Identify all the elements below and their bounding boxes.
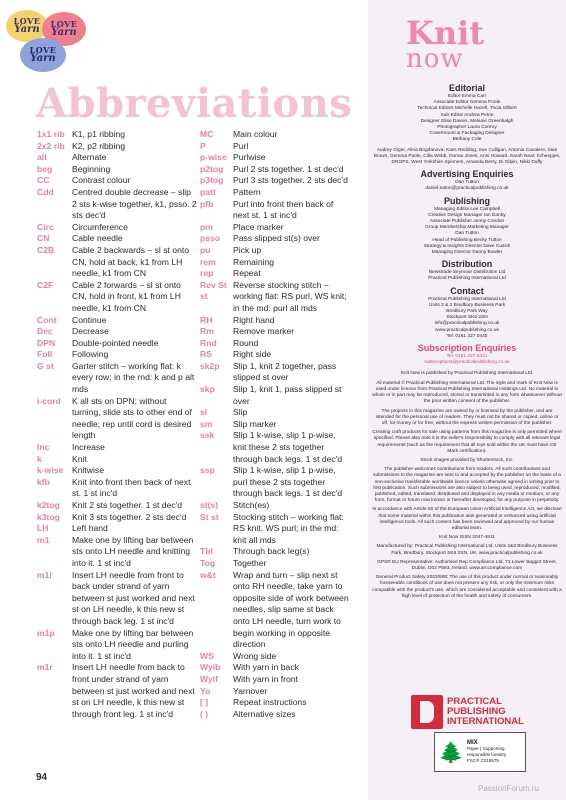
abbreviation-entry <box>200 570 350 651</box>
abbreviation-definition: K2, p2 ribbing <box>72 140 126 151</box>
abbreviation-definition: Decrease <box>72 326 109 337</box>
abbreviation-definition: Round <box>233 337 259 348</box>
abbreviation-term: ( ) <box>200 708 209 719</box>
abbreviation-term: Rm <box>200 326 214 337</box>
publisher-logo-mark <box>411 695 443 729</box>
contact-line: info@practicalpublishing.co.uk <box>434 321 500 327</box>
abbreviation-term: G st <box>37 360 54 371</box>
practical-publishing-logo <box>411 695 524 729</box>
abbreviation-term: pfb <box>200 198 214 209</box>
abbreviation-definition: Right hand <box>233 314 275 325</box>
badge-line1: LOVE <box>50 19 78 29</box>
abbreviation-entry <box>200 141 350 153</box>
abbreviation-term: LH <box>37 523 49 534</box>
abbreviation-term: k-wise <box>37 465 64 476</box>
publishing-line: Creative Design Manager Ian Danby <box>428 212 506 218</box>
fsc-code: FSC® C018575 <box>467 758 499 763</box>
abbreviation-definition: Purl <box>233 140 249 151</box>
abbreviation-definition: Wrap and turn – slip next st onto RH needle, take yarn to opposite side of work between needles, slip same st back onto LH needle, turn work to begin working in opposite direction <box>233 569 349 650</box>
abbreviation-definition: Place marker <box>233 221 284 232</box>
abbreviation-definition: Make one by lifting bar between sts onto LH needle and knitting into it. 1 st inc'd <box>72 534 194 568</box>
abbreviation-term: sm <box>200 418 213 429</box>
credits-block <box>372 80 562 603</box>
abbreviation-definition: Slip 1, knit 2 together, pass slipped st over <box>233 360 337 383</box>
legal-text <box>372 381 562 600</box>
abbreviation-term: p2tog <box>200 163 224 174</box>
abbreviation-definition: Slip 1, knit 1, pass slipped st over <box>233 384 342 406</box>
abbreviation-term: w&t <box>200 569 216 580</box>
abbreviation-entry <box>37 222 197 234</box>
contact-line: www.practicalpublishing.co.uk <box>435 327 499 333</box>
abbreviation-entry <box>200 500 350 512</box>
page-number: 94 <box>36 772 48 783</box>
abbreviation-definition: Together <box>233 557 267 568</box>
abbreviation-term: kfb <box>37 476 50 487</box>
publishing-line: Group Membership Marketing Manager <box>425 225 509 231</box>
fsc-line2: responsible forestry <box>467 752 507 757</box>
abbreviation-term: patt <box>200 186 216 197</box>
abbreviation-term: pm <box>200 221 213 232</box>
abbreviation-entry <box>37 662 197 720</box>
abbreviation-entry <box>37 500 197 512</box>
abbreviation-definition: Knitwise <box>72 465 104 476</box>
abbreviation-term: Cont <box>37 314 57 325</box>
abbreviation-term: Wyif <box>200 673 218 684</box>
abbreviation-term: Foll <box>37 349 53 360</box>
abbreviation-entry <box>200 709 350 721</box>
abbreviation-definition: Double-pointed needle <box>72 337 159 348</box>
subscription-line: Tel: 0161 327 0441 <box>446 354 488 360</box>
abbreviation-term: m1 <box>37 534 50 545</box>
publishing-line: Dan Tutton <box>455 231 479 237</box>
abbreviation-entry <box>37 129 197 141</box>
abbreviation-definition: Centred double decrease – slip 2 sts k-wise together, k1, psso. 2 sts dec'd <box>72 186 197 221</box>
subscription-heading: Subscription Enquiries <box>417 343 517 354</box>
contributors: Audrey Giger, Alina Bogdanova, Kass Redding, Sue Culligan, Antonia Cavalere, Sian Brown, Gemma Poole, Cilla Webb, Donna Jones, Anni Howard, Sarah Neal, Scheepjes, DROPS, West Yorkshire Spinners, Amanda Berry, Di Gilpin, Nikki Duffy <box>373 147 561 166</box>
abbreviation-entry <box>200 257 350 269</box>
abbreviation-term: C2F <box>37 279 54 290</box>
contact-line: Practical Publishing International Ltd <box>428 296 506 302</box>
abbreviation-term: sk2p <box>200 360 220 371</box>
publishing-line: Managing Director Danny Bowler <box>431 250 503 256</box>
editorial-role-line: Editor Emma Carr <box>447 94 487 99</box>
abbreviation-term: m1p <box>37 627 55 638</box>
abbreviation-entry <box>37 465 197 477</box>
abbreviation-term: Rnd <box>200 337 217 348</box>
abbreviation-definition: Increase <box>72 442 105 453</box>
abbreviation-term: beg <box>37 163 53 174</box>
knit-now-logo <box>406 14 485 74</box>
publishing-lines <box>372 207 562 257</box>
abbreviation-entry <box>37 628 197 663</box>
abbreviation-term: Dec <box>37 326 53 337</box>
abbreviation-definition: Main colour <box>233 129 278 139</box>
abbreviation-definition: Circumference <box>72 221 128 232</box>
abbreviation-entry <box>200 546 350 558</box>
abbreviation-definition: Cable 2 backwards – sl st onto CN, hold at back, k1 from LH needle, k1 from CN <box>72 244 190 279</box>
contact-lines <box>372 297 562 340</box>
abbreviation-term: RH <box>200 314 213 325</box>
editorial-heading: Editorial <box>448 83 485 93</box>
abbreviation-entry <box>200 245 350 257</box>
abbreviation-definition: Purl 3 sts together. 2 sts dec'd <box>233 175 348 186</box>
abbreviation-entry <box>200 164 350 176</box>
fsc-line1: Paper | Supporting <box>467 746 505 751</box>
abbreviation-definition: Pass slipped st(s) over <box>233 233 320 244</box>
abbreviation-definition: Repeat instructions <box>233 697 307 708</box>
abbreviation-term: P <box>200 140 206 151</box>
abbreviation-definition: Purl into front then back of next st. 1 st inc'd <box>233 198 334 221</box>
fsc-certification-label <box>434 732 526 772</box>
logo-knit: Knit <box>406 14 485 52</box>
abbreviation-term: St st <box>200 511 219 522</box>
abbreviation-term: ssp <box>200 465 215 476</box>
abbreviation-definition: Left hand <box>72 523 108 534</box>
abbreviation-term: RS <box>200 349 212 360</box>
advertising-heading: Advertising Enquiries <box>420 169 514 180</box>
publishing-heading: Publishing <box>444 195 490 206</box>
abbreviation-entry <box>200 651 350 663</box>
badge-line2: Yarn <box>51 27 77 38</box>
legal-paragraph: Knit Now ISSN 2047-4911 <box>439 535 495 541</box>
abbreviation-entry <box>200 338 350 350</box>
abbreviation-term: Tog <box>200 557 216 568</box>
abbreviation-entry <box>200 326 350 338</box>
abbreviation-term: k2tog <box>37 500 60 510</box>
abbreviation-entry <box>200 697 350 709</box>
abbreviation-entry <box>37 523 197 535</box>
abbreviation-term: k <box>37 453 42 464</box>
abbreviation-term: Wyib <box>200 662 221 673</box>
abbreviation-definition: Cable 2 forwards – sl st onto CN, hold in front, k1 from LH needle, k1 from CN <box>72 279 181 313</box>
abbreviation-entry <box>200 686 350 698</box>
abbreviation-term: Tbl <box>200 546 213 557</box>
advertising-line: Dan Tutton <box>455 180 479 186</box>
abbreviation-entry <box>200 361 350 384</box>
abbreviation-entry <box>200 129 350 141</box>
abbreviation-term: sl <box>200 407 208 418</box>
abbreviation-entry <box>200 187 350 199</box>
abbreviation-entry <box>200 199 350 222</box>
abbreviation-definition: Yarnover <box>233 685 268 696</box>
publishing-line: Strategy & Insights Director Dave Cusick <box>423 243 511 249</box>
abbreviation-definition: Beginning <box>72 163 111 174</box>
abbreviation-entry <box>200 280 350 315</box>
abbreviation-term: MC <box>200 129 214 139</box>
abbreviation-term: p-wise <box>200 152 227 163</box>
abbreviation-definition: Knit <box>72 453 87 464</box>
abbreviation-definition: Remaining <box>233 256 275 267</box>
abbreviation-definition: Right side <box>233 349 272 360</box>
abbreviation-definition: With yarn in front <box>233 673 298 684</box>
abbreviation-definition: Stitch(es) <box>233 500 270 510</box>
abbreviation-term: st(s) <box>200 500 219 510</box>
legal-paragraph: The projects in this magazine are owned by or licensed by the publisher, and are intended for the personal use of readers. They must not be shared or copied, online or off, for money or for free, without the express written permission of the publisher. <box>375 408 559 426</box>
abbreviation-definition: Knit 2 sts together. 1 st dec'd <box>72 500 183 510</box>
advertising-line: daniel.tutton@practicalpublishing.co.uk <box>425 186 509 192</box>
editorial-role-line: Associate Editor Gemma Poole <box>433 100 501 106</box>
publisher-logo-line1: PRACTICAL <box>447 696 502 707</box>
abbreviation-term: m1r <box>37 662 53 673</box>
abbreviation-entry <box>37 187 197 222</box>
abbreviation-entry <box>200 430 350 465</box>
abbreviation-term: alt <box>37 152 48 163</box>
legal-paragraph: In accordance with Article 50 of the European Union Artificial Intelligence Act, we disclose that some material within this publication was generated or enhanced using artificial intelligence tools. All such content has been reviewed and approved by our human editorial team. <box>372 507 562 531</box>
abbreviation-term: C2B <box>37 244 55 255</box>
publisher-logo-text <box>447 697 524 727</box>
abbreviation-definition: With yarn in back <box>233 662 299 673</box>
distribution-line: Practical Publishing International Ltd <box>428 276 506 282</box>
abbreviation-entry <box>37 570 197 628</box>
abbreviation-term: CC <box>37 175 50 186</box>
abbreviation-definition: Continue <box>72 314 107 325</box>
abbreviation-entry <box>200 674 350 686</box>
abbreviation-term: k3tog <box>37 511 60 522</box>
abbreviation-entry <box>200 233 350 245</box>
legal-paragraph: All material © Practical Publishing International Ltd. The style and mark of Knit Now is used under licence from Practical Publishing International Holdings Ltd. No material in whole or in part may be reproduced, stored or transmitted in any form whatsoever without the prior written consent of the publisher. <box>372 380 562 405</box>
abbreviation-definition: Pick up <box>233 244 262 255</box>
abbreviation-term: Circ <box>37 221 54 232</box>
abbreviation-term: m1l <box>37 569 52 580</box>
legal-paragraph: The publisher welcomes contributions from readers. All such contributions and submissions to the magazine are sent to and accepted by the publisher on the basis of a non-exclusive transferable worldwide licence unless otherwise agreed in writing prior to first publication. Such submissions are also subject to being used, reproduced, modified, published, edited, translated, distributed and displayed in any media or medium, or any form, format or forum now known or hereafter developed, for any purpose in perpetuity. <box>373 467 561 504</box>
abbreviation-entry <box>37 152 197 164</box>
distribution-line: Newstrade Seymour Distribution Ltd <box>428 270 506 276</box>
abbreviation-definition: Reverse stocking stitch – working flat: RS purl, WS knit; in the md: purl all mds <box>233 279 347 313</box>
abbreviation-entry <box>37 245 197 280</box>
abbreviations-middle-column <box>200 129 350 720</box>
badge-line2: Yarn <box>30 53 56 64</box>
abbreviation-entry <box>200 407 350 419</box>
abbreviation-entry <box>37 535 197 570</box>
abbreviation-definition: Slip 1 k-wise, slip 1 p-wise, purl these 2 sts together through back legs. 1 st dec'd <box>233 465 343 499</box>
abbreviation-definition: Alternative sizes <box>233 708 296 719</box>
abbreviation-definition: Slip <box>233 407 248 418</box>
abbreviation-term: ssk <box>200 430 215 441</box>
legal-paragraph: Stock images provided by Shutterstock, Inc. <box>420 457 514 463</box>
publishing-line: Associate Publisher Jenny Condon <box>429 219 505 225</box>
abbreviation-entry <box>200 152 350 164</box>
advertising-lines <box>372 180 562 192</box>
logo-now: now <box>406 44 464 74</box>
contact-heading: Contact <box>450 285 484 296</box>
legal-paragraph: Creating craft products for sale using patterns from this magazine is only permitted where specified. Please also note it is the seller's responsibility to comply with all relevant legal requirements (such as the requirement that all toys sold within the UK must have CE Mark certification). <box>372 430 562 454</box>
fsc-title: MIX <box>467 740 478 746</box>
publishing-line: Head of Publishing Becky Tutton <box>432 237 502 243</box>
abbreviation-definition: Garter stitch – working flat: k every row; in the rnd: k and p alt mds <box>72 360 195 395</box>
abbreviation-term: [ ] <box>200 697 209 708</box>
publisher-logo-line2: PUBLISHING <box>447 706 506 717</box>
abbreviation-entry <box>37 233 197 245</box>
publishing-line: Managing Editor Lee Campbell <box>434 206 500 212</box>
abbreviation-definition: K all sts on DPN; without turning, slide sts to other end of needle; rep until cord is desired length <box>72 395 192 441</box>
editorial-roles <box>372 94 562 144</box>
abbreviation-entry <box>200 465 350 500</box>
abbreviation-term: DPN <box>37 337 56 348</box>
abbreviation-term: i-cord <box>37 395 61 406</box>
abbreviation-entry <box>200 558 350 570</box>
abbreviation-definition: Cable needle <box>72 233 123 244</box>
abbreviation-entry <box>200 512 350 547</box>
abbreviation-entry <box>200 384 350 407</box>
contact-line: Stockport SK6 2SN <box>446 315 488 321</box>
subscription-line: subscriptions@practicalpublishing.co.uk <box>424 360 510 366</box>
abbreviation-entry <box>37 280 197 315</box>
abbreviation-entry <box>200 419 350 431</box>
legal-paragraph: General Product Safety 2023/988: The use of this product under normal or reasonably foreseeable conditions of use does not present any risk, or only the minimum risks compatible with the product's use, which are considered acceptable and consistent with a high level of protection of the health and safety of consumers. <box>372 575 562 599</box>
abbreviation-entry <box>37 164 197 176</box>
abbreviation-entry <box>37 396 197 442</box>
abbreviation-definition: Through back leg(s) <box>233 546 310 557</box>
abbreviation-definition: Make one by lifting bar between sts onto LH needle and purling into it. 1 st inc'd <box>72 627 194 661</box>
abbreviation-entry <box>37 349 197 361</box>
subscription-lines <box>372 354 562 366</box>
abbreviation-definition: Knit 3 sts together. 2 sts dec'd <box>72 511 187 522</box>
editorial-role-line: Bethany Cole <box>452 137 482 143</box>
abbreviation-definition: Insert LH needle from back to front under strand of yarn between st just worked and next st on LH needle, k this new st through front leg. 1 st inc'd <box>72 662 195 719</box>
contact-line: Units 2 & 3 Bredbury Business Park <box>428 302 506 308</box>
abbreviation-definition: Knit into front then back of next st. 1 st inc'd <box>72 476 191 499</box>
abbreviation-entry <box>37 512 197 524</box>
abbreviation-entry <box>37 442 197 454</box>
abbreviation-entry <box>37 326 197 338</box>
abbreviation-definition: Pattern <box>233 186 261 197</box>
published-by: Knit Now is published by Practical Publishing International Ltd. <box>400 370 534 376</box>
abbreviation-definition: Insert LH needle from front to back under strand of yarn between st just worked and next st on LH needle, k this new st through back leg. 1 st inc'd <box>72 569 195 626</box>
editorial-role-line: Covermount & Packaging Designer <box>429 131 505 137</box>
abbreviation-term: pu <box>200 244 211 255</box>
abbreviation-entry <box>37 338 197 350</box>
abbreviation-definition: Stocking stitch – working flat: RS knit, WS purl; in the md: knit all mds <box>233 511 344 545</box>
abbreviation-term: rem <box>200 256 216 267</box>
yarn-ball-badge <box>20 38 66 72</box>
abbreviation-term: 1x1 rib <box>37 129 65 139</box>
abbreviation-definition: Remove marker <box>233 326 295 337</box>
abbreviation-entry <box>200 315 350 327</box>
abbreviation-definition: Alternate <box>72 152 107 163</box>
editorial-role-line: Designer Elise Davies, Melanie Greenhalgh <box>420 118 514 124</box>
abbreviation-entry <box>37 454 197 466</box>
love-yarn-badges <box>6 8 96 74</box>
watermark: PassionForum.ru <box>478 784 539 793</box>
abbreviation-entry <box>37 477 197 500</box>
abbreviation-definition: Purl 2 sts together. 1 st dec'd <box>233 163 344 174</box>
badge-line1: LOVE <box>29 45 57 55</box>
abbreviation-entry <box>37 175 197 187</box>
abbreviation-entry <box>200 175 350 187</box>
abbreviation-term: CN <box>37 233 50 244</box>
abbreviation-term: Inc <box>37 442 50 453</box>
abbreviation-entry <box>37 315 197 327</box>
contact-line: Tel: 0161 327 0440 <box>446 333 488 339</box>
abbreviation-definition: Slip 1 k-wise, slip 1 p-wise, knit these 2 sts together through back legs. 1 st dec'd <box>233 430 343 464</box>
abbreviation-definition: Wrong side <box>233 650 277 661</box>
abbreviation-entry <box>200 349 350 361</box>
abbreviation-term: Yo <box>200 685 211 696</box>
page-title: Abbreviations <box>36 80 353 127</box>
publisher-logo-line3: INTERNATIONAL <box>447 716 524 727</box>
abbreviation-definition: K1, p1 ribbing <box>72 129 126 139</box>
editorial-role-line: Technical Editors Michelle Hazell, Tricia Gilbert <box>417 106 517 112</box>
abbreviation-definition: Purlwise <box>233 152 266 163</box>
abbreviation-definition: Repeat <box>233 268 261 279</box>
abbreviation-term: 2x2 rib <box>37 140 65 151</box>
abbreviation-entry <box>200 662 350 674</box>
contact-line: Bredbury Park Way <box>446 309 488 315</box>
editorial-role-line: Photographer Laura Conroy <box>437 125 497 131</box>
abbreviation-entry <box>200 222 350 234</box>
abbreviation-entry <box>37 361 197 396</box>
abbreviation-term: rep <box>200 268 214 279</box>
abbreviation-term: Cdd <box>37 186 54 197</box>
editorial-role-line: Sub-Editor Andrea Petrie <box>440 112 494 118</box>
abbreviation-term: skp <box>200 384 215 395</box>
abbreviation-term: WS <box>200 650 214 661</box>
legal-paragraph: GPSR EU Representative: Authorised Rep Compliance Ltd, 71 Lower Baggot Street, Dublin, D02 P593, Ireland. www.arccompliance.com <box>377 559 557 571</box>
abbreviation-definition: Contrast colour <box>72 175 131 186</box>
abbreviation-term: Rev St st <box>200 279 227 302</box>
abbreviation-entry <box>37 141 197 153</box>
distribution-heading: Distribution <box>441 259 493 270</box>
abbreviations-left-column <box>37 129 197 720</box>
badge-line2: Yarn <box>14 24 40 35</box>
abbreviation-term: psso <box>200 233 221 244</box>
tree-icon: 🌲 <box>438 741 464 764</box>
abbreviation-definition: Following <box>72 349 109 360</box>
abbreviation-definition: Slip marker <box>233 418 277 429</box>
abbreviation-term: p3tog <box>200 175 224 186</box>
legal-paragraph: Manufactured by: Practical Publishing International Ltd, Units 2&3 Bredbury Business Park, Bredbury, Stockport SK6 2SN, UK, www.practicalpublishing.co.uk <box>376 544 558 556</box>
badge-line1: LOVE <box>13 16 41 26</box>
abbreviation-entry <box>200 268 350 280</box>
distribution-lines <box>372 270 562 282</box>
